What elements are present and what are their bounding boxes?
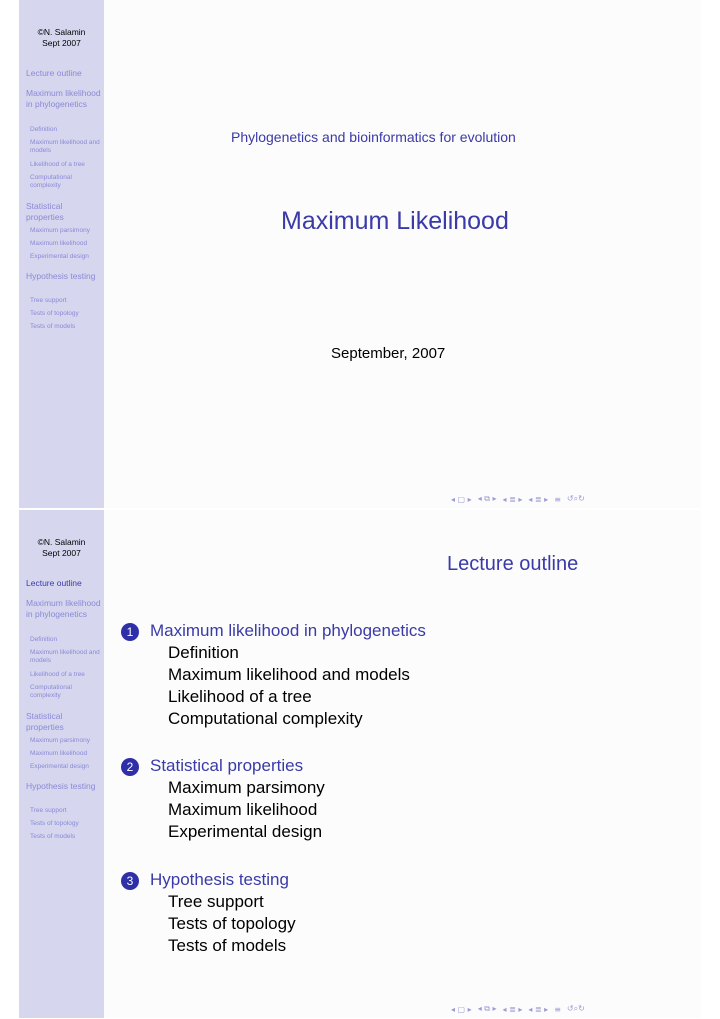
nav-prev-frame-icon[interactable]: ◂ ▢ ▸ [451, 494, 472, 504]
sidebar-section-statistical-properties[interactable]: Statistical properties [26, 711, 64, 732]
sidebar-item-computational-complexity[interactable]: Computational complexity [30, 684, 72, 699]
nav-prev-subsection-icon[interactable]: ◂ ⧉ ▸ [477, 1004, 497, 1013]
toc-number-badge: 3 [121, 872, 139, 890]
title-slide [19, 0, 701, 508]
sidebar-section-statistical-properties[interactable]: Statistical properties [26, 201, 64, 222]
nav-prev-section-icon[interactable]: ◂ ≣ ▸ [502, 1004, 523, 1014]
sidebar-date: Sept 2007 [42, 548, 81, 558]
slide-date: September, 2007 [331, 345, 446, 362]
sidebar-section-hypothesis-testing[interactable]: Hypothesis testing [26, 781, 96, 791]
sidebar-item-likelihood-tree[interactable]: Likelihood of a tree [30, 161, 85, 168]
sidebar-item-definition[interactable]: Definition [30, 636, 58, 643]
navigation-bar [451, 1004, 585, 1014]
toc-item-tests-topology[interactable]: Tests of topology [168, 914, 296, 933]
sidebar-item-experimental-design[interactable]: Experimental design [30, 763, 89, 770]
sidebar-item-experimental-design[interactable]: Experimental design [30, 253, 89, 260]
nav-next-section-icon[interactable]: ◂ ≣ ▸ [528, 494, 549, 504]
frame-title: Lecture outline [447, 553, 579, 575]
sidebar-author: ©N. Salamin [37, 537, 86, 547]
toc-item-experimental-design[interactable]: Experimental design [168, 822, 323, 841]
nav-appendix-icon[interactable]: ≡ [554, 494, 561, 504]
sidebar-item-tree-support[interactable]: Tree support [30, 807, 67, 814]
nav-prev-subsection-icon[interactable]: ◂ ⧉ ▸ [477, 494, 497, 503]
sidebar-item-maximum-parsimony[interactable]: Maximum parsimony [30, 737, 90, 744]
toc-item-tests-models[interactable]: Tests of models [168, 936, 287, 955]
sidebar-item-ml-models[interactable]: Maximum likelihood and models [30, 649, 100, 664]
toc-number-badge: 1 [121, 623, 139, 641]
sidebar-item-maximum-likelihood[interactable]: Maximum likelihood [30, 750, 88, 757]
sidebar-author: ©N. Salamin [37, 27, 86, 37]
toc-item-maximum-parsimony[interactable]: Maximum parsimony [168, 778, 325, 797]
sidebar-date: Sept 2007 [42, 38, 81, 48]
sidebar-item-tree-support[interactable]: Tree support [30, 297, 67, 304]
toc-number-badge: 2 [121, 758, 139, 776]
sidebar-section-ml-phylogenetics[interactable]: Maximum likelihood in phylogenetics [26, 88, 101, 109]
toc-item-definition[interactable]: Definition [168, 643, 239, 662]
sidebar-item-maximum-likelihood[interactable]: Maximum likelihood [30, 240, 88, 247]
toc-section-1[interactable]: Maximum likelihood in phylogenetics [150, 621, 426, 640]
sidebar-item-computational-complexity[interactable]: Computational complexity [30, 174, 72, 189]
toc-item-maximum-likelihood[interactable]: Maximum likelihood [168, 800, 318, 819]
sidebar [19, 0, 104, 508]
nav-search-icon[interactable]: ↺⌕↻ [566, 1004, 585, 1013]
sidebar-item-tests-models[interactable]: Tests of models [30, 323, 76, 330]
sidebar-item-tests-topology[interactable]: Tests of topology [30, 820, 79, 827]
toc-section-2[interactable]: Statistical properties [150, 756, 304, 775]
sidebar-section-ml-phylogenetics[interactable]: Maximum likelihood in phylogenetics [26, 598, 101, 619]
sidebar-item-ml-models[interactable]: Maximum likelihood and models [30, 139, 100, 154]
navigation-bar [451, 494, 585, 504]
sidebar [19, 510, 104, 1018]
slide-title: Maximum Likelihood [281, 207, 509, 235]
toc-section-3[interactable]: Hypothesis testing [150, 870, 289, 889]
outline-slide [19, 510, 701, 1018]
sidebar-item-lecture-outline[interactable]: Lecture outline [26, 68, 82, 78]
sidebar-item-likelihood-tree[interactable]: Likelihood of a tree [30, 671, 85, 678]
nav-prev-section-icon[interactable]: ◂ ≣ ▸ [502, 494, 523, 504]
toc-item-likelihood-tree[interactable]: Likelihood of a tree [168, 687, 312, 706]
sidebar-item-lecture-outline[interactable]: Lecture outline [26, 578, 82, 588]
sidebar-item-definition[interactable]: Definition [30, 126, 58, 133]
toc-item-computational-complexity[interactable]: Computational complexity [168, 709, 363, 728]
sidebar-section-hypothesis-testing[interactable]: Hypothesis testing [26, 271, 96, 281]
sidebar-item-maximum-parsimony[interactable]: Maximum parsimony [30, 227, 90, 234]
toc-item-tree-support[interactable]: Tree support [168, 892, 264, 911]
sidebar-item-tests-models[interactable]: Tests of models [30, 833, 76, 840]
nav-search-icon[interactable]: ↺⌕↻ [566, 494, 585, 503]
nav-next-section-icon[interactable]: ◂ ≣ ▸ [528, 1004, 549, 1014]
nav-prev-frame-icon[interactable]: ◂ ▢ ▸ [451, 1004, 472, 1014]
nav-appendix-icon[interactable]: ≡ [554, 1004, 561, 1014]
toc-item-ml-models[interactable]: Maximum likelihood and models [168, 665, 410, 684]
sidebar-item-tests-topology[interactable]: Tests of topology [30, 310, 79, 317]
slide-subtitle: Phylogenetics and bioinformatics for evolution [231, 129, 516, 145]
